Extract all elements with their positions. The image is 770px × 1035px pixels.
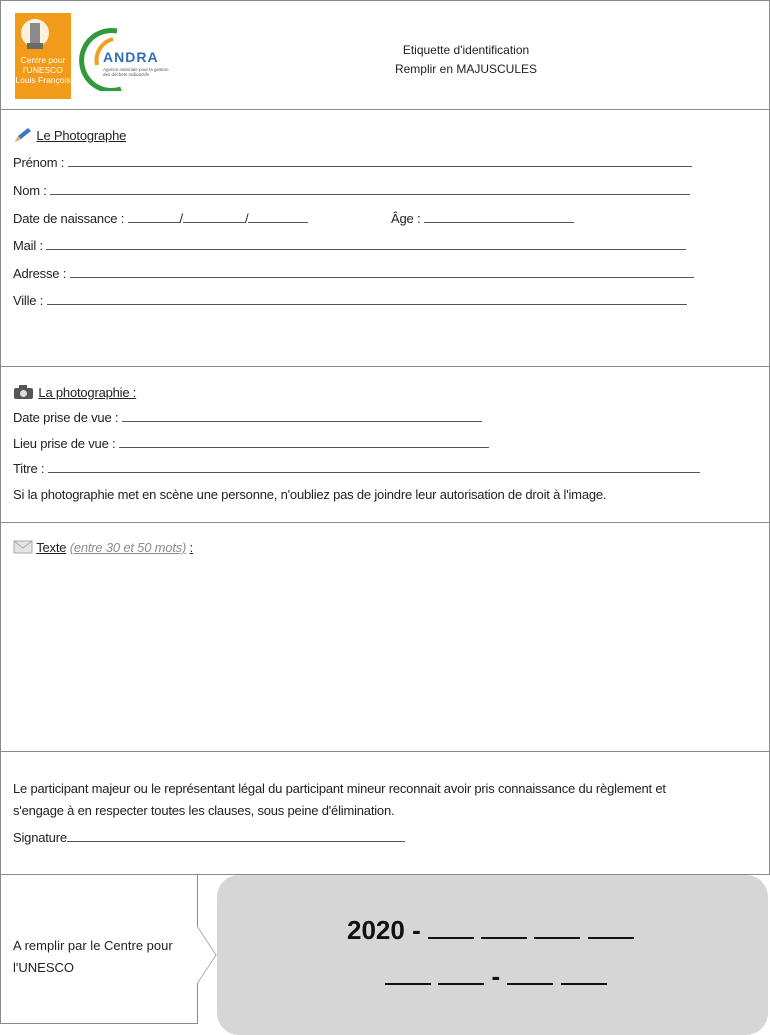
dob-label: Date de naissance : <box>13 211 125 226</box>
form-title <box>361 41 571 79</box>
texte-section <box>0 522 770 752</box>
signature-row <box>13 830 405 845</box>
footer-left-text: A remplir par le Centre pour l'UNESCO <box>13 938 173 975</box>
age-label: Âge : <box>391 211 421 226</box>
andra-logo-name: ANDRA <box>103 49 159 65</box>
age-row <box>391 211 574 226</box>
header-section <box>0 0 770 110</box>
photo-heading <box>13 384 136 400</box>
prenom-field[interactable] <box>68 155 692 167</box>
adresse-label: Adresse : <box>13 266 67 281</box>
code-field-8[interactable] <box>561 967 607 985</box>
lieu-prise-label: Lieu prise de vue : <box>13 436 116 451</box>
footer-code-panel <box>217 875 768 1035</box>
nom-row <box>13 183 690 198</box>
lieu-prise-field[interactable] <box>119 436 489 448</box>
unesco-logo <box>15 13 71 99</box>
mail-label: Mail : <box>13 238 43 253</box>
ville-field[interactable] <box>47 293 687 305</box>
legal-section <box>0 751 770 875</box>
dob-sep1: / <box>179 211 183 226</box>
adresse-field[interactable] <box>70 266 694 278</box>
form-title-line2: Remplir en MAJUSCULES <box>394 62 538 76</box>
dob-sep2: / <box>244 211 249 226</box>
mail-field[interactable] <box>46 238 686 250</box>
prenom-row <box>13 155 692 170</box>
form-title-line1: Etiquette d'identification <box>402 43 530 57</box>
ville-label: Ville : <box>13 293 44 308</box>
code-field-1[interactable] <box>428 921 474 939</box>
legal-text-line2: s'engage à en respecter toutes les clauses, sous peine d'élimination. <box>13 803 395 818</box>
photo-note: Si la photographie met en scène une personne, n'oubliez pas de joindre leur autorisation de droit à l'image. <box>13 487 607 502</box>
dob-day-field[interactable] <box>128 211 180 223</box>
code-field-6[interactable] <box>438 967 484 985</box>
date-prise-row <box>13 410 482 425</box>
photographer-heading <box>13 127 126 143</box>
adresse-row <box>13 266 694 281</box>
texte-hint: (entre 30 et 50 mots) <box>69 540 187 555</box>
unesco-logo-line2: l'UNESCO <box>23 65 63 75</box>
signature-label: Signature <box>13 830 67 845</box>
unesco-logo-line3: Louis François <box>15 75 71 85</box>
code-field-4[interactable] <box>588 921 634 939</box>
dob-year-field[interactable] <box>248 211 308 223</box>
photographer-section <box>0 109 770 367</box>
code-row-1 <box>347 915 634 946</box>
texte-heading-text: Texte <box>36 540 67 555</box>
code-field-3[interactable] <box>534 921 580 939</box>
photographer-heading-text: Le Photographe <box>36 128 127 143</box>
dob-month-field[interactable] <box>183 211 245 223</box>
code-year: 2020 - <box>347 915 421 945</box>
prenom-label: Prénom : <box>13 155 65 170</box>
code-field-7[interactable] <box>507 967 553 985</box>
lieu-prise-row <box>13 436 489 451</box>
andra-logo-tagline: Agence nationale pour la gestion des déchets radioactifs <box>103 67 169 77</box>
nom-label: Nom : <box>13 183 47 198</box>
titre-field[interactable] <box>48 461 700 473</box>
titre-label: Titre : <box>13 461 45 476</box>
footer-left-box <box>0 874 198 1024</box>
code-field-5[interactable] <box>385 967 431 985</box>
photo-section <box>0 366 770 523</box>
texte-suffix: : <box>189 540 194 555</box>
andra-logo <box>77 25 182 91</box>
age-field[interactable] <box>424 211 574 223</box>
legal-text-line1: Le participant majeur ou le représentant légal du participant mineur reconnait avoir pris connaissance du règlement et <box>13 781 666 796</box>
texte-area[interactable] <box>11 565 759 741</box>
nom-field[interactable] <box>50 183 690 195</box>
signature-field[interactable] <box>67 830 405 842</box>
code-dash: - <box>491 961 501 991</box>
code-field-2[interactable] <box>481 921 527 939</box>
pencil-icon <box>13 127 33 143</box>
date-prise-field[interactable] <box>122 410 482 422</box>
envelope-icon <box>13 540 33 554</box>
titre-row <box>13 461 700 476</box>
photo-heading-text: La photographie : <box>38 385 137 400</box>
code-row-2 <box>385 961 607 992</box>
unesco-logo-line1: Centre pour <box>20 55 66 65</box>
dob-row <box>13 211 308 226</box>
camera-icon <box>13 384 35 400</box>
ville-row <box>13 293 687 308</box>
date-prise-label: Date prise de vue : <box>13 410 119 425</box>
texte-heading <box>13 540 193 555</box>
mail-row <box>13 238 686 253</box>
